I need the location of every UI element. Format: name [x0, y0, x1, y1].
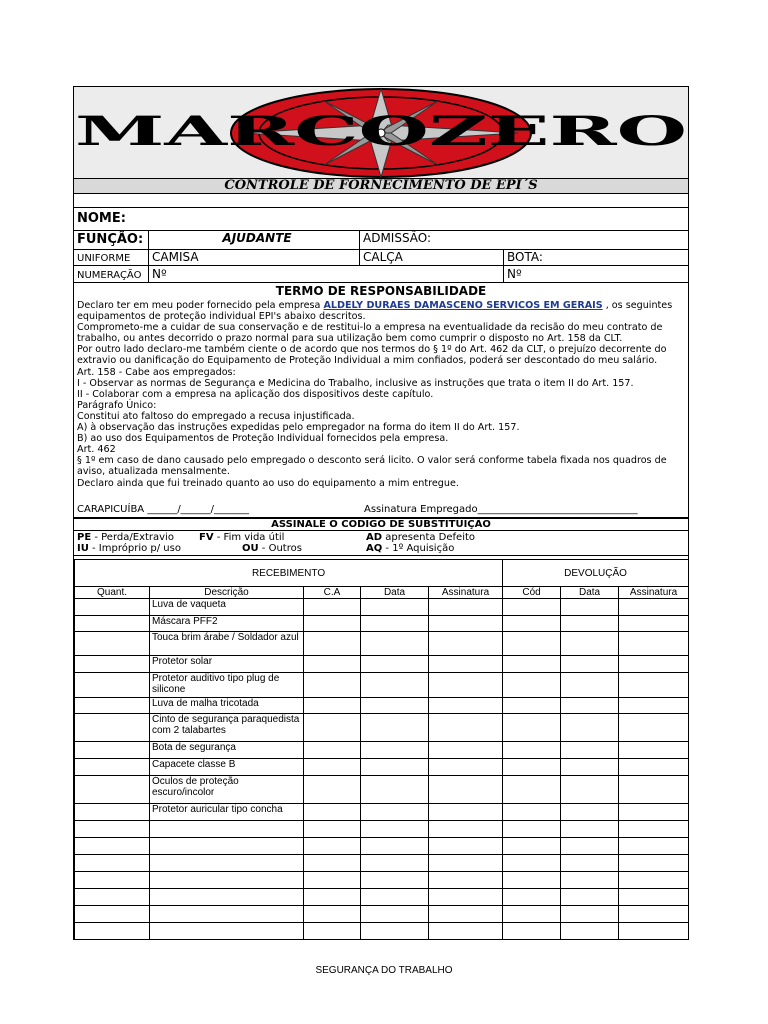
item-description[interactable]: Bota de segurança [150, 742, 304, 759]
table-row [75, 616, 689, 632]
quant-cell[interactable] [75, 616, 150, 632]
ca-cell[interactable] [304, 821, 361, 838]
assinatura-devolucao-cell[interactable] [619, 673, 689, 698]
data-devolucao-cell[interactable] [561, 872, 619, 889]
assinatura-devolucao-cell[interactable] [619, 889, 689, 906]
cod-cell[interactable] [503, 742, 561, 759]
col-data: Data [361, 587, 429, 599]
data-cell[interactable] [361, 673, 429, 698]
quant-cell[interactable] [75, 872, 150, 889]
assinatura-cell[interactable] [429, 656, 503, 673]
assinatura-cell[interactable] [429, 616, 503, 632]
data-cell[interactable] [361, 632, 429, 656]
data-devolucao-cell[interactable] [561, 906, 619, 923]
funcao-label: FUNÇÃO: [77, 232, 144, 247]
compass-rose-logo [74, 87, 688, 178]
assinatura-cell[interactable] [429, 632, 503, 656]
data-cell[interactable] [361, 872, 429, 889]
item-description[interactable] [150, 889, 304, 906]
quant-cell[interactable] [75, 838, 150, 855]
calca-field[interactable]: CALÇA [359, 250, 503, 265]
camisa-field[interactable]: CAMISA [148, 250, 362, 265]
cod-cell[interactable] [503, 759, 561, 776]
assinatura-devolucao-cell[interactable] [619, 698, 689, 714]
ca-cell[interactable] [304, 838, 361, 855]
responsibility-term [74, 283, 688, 503]
numeracao-camisa-field[interactable]: Nº [148, 266, 503, 282]
quant-cell[interactable] [75, 821, 150, 838]
assinatura-cell[interactable] [429, 923, 503, 940]
col-assinatura: Assinatura [429, 587, 503, 599]
data-cell[interactable] [361, 599, 429, 616]
data-cell[interactable] [361, 855, 429, 872]
ca-cell[interactable] [304, 889, 361, 906]
table-row [75, 599, 689, 616]
term-paragraph: Por outro lado declaro-me também ciente o de acordo que nos termos do § 1º do Art. 462 da CLT, o prejuízo decorrente do extravio ou danificação do Equipamento de Proteção Individual a mim confiados, poderá ser descontado do meu salário. [77, 344, 667, 367]
table-row [75, 872, 689, 889]
table-row [75, 759, 689, 776]
cod-cell[interactable] [503, 821, 561, 838]
table-group-header [75, 560, 689, 587]
quant-cell[interactable] [75, 776, 150, 804]
cod-cell[interactable] [503, 776, 561, 804]
quant-cell[interactable] [75, 923, 150, 940]
assinatura-cell[interactable] [429, 698, 503, 714]
cod-cell[interactable] [503, 616, 561, 632]
assinatura-cell[interactable] [429, 714, 503, 742]
data-cell[interactable] [361, 742, 429, 759]
table-row [75, 714, 689, 742]
table-row [75, 889, 689, 906]
item-description[interactable] [150, 923, 304, 940]
cod-cell[interactable] [503, 599, 561, 616]
item-description[interactable] [150, 872, 304, 889]
substitution-codes [74, 531, 688, 556]
col-quant: Quant. [75, 587, 150, 599]
item-description[interactable]: Protetor auditivo tipo plug de silicone [150, 673, 304, 698]
data-cell[interactable] [361, 616, 429, 632]
ca-cell[interactable] [304, 599, 361, 616]
item-description[interactable] [150, 906, 304, 923]
item-description[interactable]: Máscara PFF2 [150, 616, 304, 632]
table-row [75, 673, 689, 698]
table-row [75, 838, 689, 855]
assinatura-devolucao-cell[interactable] [619, 906, 689, 923]
assinatura-devolucao-cell[interactable] [619, 599, 689, 616]
assinatura-cell[interactable] [429, 804, 503, 821]
data-devolucao-cell[interactable] [561, 838, 619, 855]
uniforme-row [74, 250, 688, 266]
cod-cell[interactable] [503, 673, 561, 698]
ca-cell[interactable] [304, 759, 361, 776]
term-paragraph: Constitui ato faltoso do empregado a recusa injustificada. [77, 410, 355, 422]
term-intro: Declaro ter em meu poder fornecido pela empresa ALDELY DURAES DAMASCENO SERVICOS EM GERAIS , os seguintes equipamentos de proteção individual EPI's abaixo descritos. [77, 300, 673, 323]
quant-cell[interactable] [75, 855, 150, 872]
term-paragraph: Parágrafo Único: [77, 399, 157, 411]
data-devolucao-cell[interactable] [561, 889, 619, 906]
table-row [75, 906, 689, 923]
data-devolucao-cell[interactable] [561, 673, 619, 698]
term-paragraph: Declaro ainda que fui treinado quanto ao uso do equipamento a mim entregue. [77, 477, 459, 489]
item-description[interactable]: Protetor solar [150, 656, 304, 673]
table-row [75, 656, 689, 673]
data-devolucao-cell[interactable] [561, 698, 619, 714]
item-description[interactable]: Cinto de segurança paraquedista com 2 talabartes [150, 714, 304, 742]
code-ou: OU - Outros [242, 543, 302, 554]
spacer-row [74, 194, 688, 208]
quant-cell[interactable] [75, 632, 150, 656]
data-devolucao-cell[interactable] [561, 742, 619, 759]
cod-cell[interactable] [503, 656, 561, 673]
assinatura-cell[interactable] [429, 906, 503, 923]
assinatura-devolucao-cell[interactable] [619, 923, 689, 940]
data-cell[interactable] [361, 776, 429, 804]
code-aq: AQ - 1º Aquisição [366, 543, 455, 554]
col-assinatura-devolucao: Assinatura [619, 587, 689, 599]
data-devolucao-cell[interactable] [561, 855, 619, 872]
ca-cell[interactable] [304, 714, 361, 742]
item-description[interactable] [150, 855, 304, 872]
data-cell[interactable] [361, 889, 429, 906]
assinatura-cell[interactable] [429, 889, 503, 906]
place-date-field[interactable]: CARAPICUÍBA ______/______/_______ [77, 504, 250, 515]
funcao-value[interactable]: AJUDANTE [148, 231, 362, 249]
data-devolucao-cell[interactable] [561, 632, 619, 656]
nome-row [74, 208, 688, 231]
table-row [75, 821, 689, 838]
data-cell[interactable] [361, 656, 429, 673]
recebimento-header: RECEBIMENTO [75, 560, 503, 587]
data-cell[interactable] [361, 821, 429, 838]
cod-cell[interactable] [503, 889, 561, 906]
assinatura-devolucao-cell[interactable] [619, 838, 689, 855]
ca-cell[interactable] [304, 616, 361, 632]
assinatura-devolucao-cell[interactable] [619, 776, 689, 804]
term-paragraph: II - Colaborar com a empresa na aplicação dos dispositivos deste capítulo. [77, 388, 434, 400]
data-cell[interactable] [361, 838, 429, 855]
table-row [75, 698, 689, 714]
ca-cell[interactable] [304, 906, 361, 923]
employee-signature-field[interactable]: Assinatura Empregado________________________________ [364, 504, 638, 515]
assinatura-devolucao-cell[interactable] [619, 632, 689, 656]
cod-cell[interactable] [503, 714, 561, 742]
term-paragraph: Art. 158 - Cabe aos empregados: [77, 366, 236, 378]
quant-cell[interactable] [75, 714, 150, 742]
term-paragraph: A) à observação das instruções expedidas pelo empregador na forma do item II do Art. 157. [77, 422, 520, 434]
data-devolucao-cell[interactable] [561, 759, 619, 776]
data-devolucao-cell[interactable] [561, 656, 619, 673]
item-description[interactable] [150, 838, 304, 855]
assinatura-cell[interactable] [429, 821, 503, 838]
numeracao-row [74, 266, 688, 283]
cod-cell[interactable] [503, 698, 561, 714]
term-paragraph: B) ao uso dos Equipamentos de Proteção Individual fornecidos pela empresa. [77, 433, 449, 445]
assinatura-cell[interactable] [429, 599, 503, 616]
table-row [75, 742, 689, 759]
ca-cell[interactable] [304, 923, 361, 940]
table-row [75, 855, 689, 872]
data-cell[interactable] [361, 698, 429, 714]
assinatura-devolucao-cell[interactable] [619, 804, 689, 821]
quant-cell[interactable] [75, 889, 150, 906]
data-devolucao-cell[interactable] [561, 714, 619, 742]
data-devolucao-cell[interactable] [561, 804, 619, 821]
data-devolucao-cell[interactable] [561, 599, 619, 616]
cod-cell[interactable] [503, 872, 561, 889]
table-row [75, 804, 689, 821]
ca-cell[interactable] [304, 872, 361, 889]
item-description[interactable]: Touca brim árabe / Soldador azul [150, 632, 304, 656]
ca-cell[interactable] [304, 632, 361, 656]
numeracao-label: NUMERAÇÃO [77, 270, 142, 281]
col-data-devolucao: Data [561, 587, 619, 599]
code-ad: AD apresenta Defeito [366, 532, 476, 543]
assinatura-devolucao-cell[interactable] [619, 714, 689, 742]
term-paragraph: § 1º em caso de dano causado pelo empregado o desconto será licito. O valor será conforme tabela fixada nos quadros de aviso, atualizada mensalmente. [77, 455, 667, 478]
quant-cell[interactable] [75, 673, 150, 698]
data-cell[interactable] [361, 759, 429, 776]
data-devolucao-cell[interactable] [561, 616, 619, 632]
quant-cell[interactable] [75, 906, 150, 923]
nome-label: NOME: [77, 211, 126, 226]
ca-cell[interactable] [304, 776, 361, 804]
data-cell[interactable] [361, 923, 429, 940]
bota-field[interactable]: BOTA: [503, 250, 685, 265]
form-title: CONTROLE DE FORNECIMENTO DE EPI´S [74, 178, 688, 194]
epi-form [73, 86, 689, 940]
quant-cell[interactable] [75, 656, 150, 673]
ca-cell[interactable] [304, 804, 361, 821]
table-row [75, 632, 689, 656]
cod-cell[interactable] [503, 855, 561, 872]
company-logo [74, 86, 688, 178]
item-description[interactable]: Óculos de proteção escuro/incolor [150, 776, 304, 804]
uniforme-label: UNIFORME [77, 253, 131, 264]
logo-text: MARCOZERO [75, 108, 687, 155]
item-description[interactable]: Protetor auricular tipo concha [150, 804, 304, 821]
ca-cell[interactable] [304, 698, 361, 714]
code-pe: PE - Perda/Extravio [77, 532, 174, 543]
cod-cell[interactable] [503, 906, 561, 923]
assinatura-cell[interactable] [429, 855, 503, 872]
cod-cell[interactable] [503, 923, 561, 940]
ca-cell[interactable] [304, 855, 361, 872]
table-row [75, 776, 689, 804]
admissao-label[interactable]: ADMISSÃO: [359, 231, 685, 249]
assinatura-cell[interactable] [429, 673, 503, 698]
quant-cell[interactable] [75, 759, 150, 776]
data-devolucao-cell[interactable] [561, 776, 619, 804]
ca-cell[interactable] [304, 656, 361, 673]
assinatura-devolucao-cell[interactable] [619, 656, 689, 673]
data-cell[interactable] [361, 804, 429, 821]
assinatura-devolucao-cell[interactable] [619, 821, 689, 838]
epi-table [74, 559, 689, 940]
data-devolucao-cell[interactable] [561, 923, 619, 940]
term-paragraph: Art. 462 [77, 444, 116, 456]
cod-cell[interactable] [503, 804, 561, 821]
funcao-row [74, 231, 688, 250]
assinatura-cell[interactable] [429, 759, 503, 776]
code-iu: IU - Impróprio p/ uso [77, 543, 181, 554]
term-paragraph: I - Observar as normas de Segurança e Medicina do Trabalho, inclusive as instruções que trata o item II do Art. 157. [77, 377, 634, 389]
data-cell[interactable] [361, 714, 429, 742]
substitution-title: ASSINALE O CÓDIGO DE SUBSTITUIÇÃO [74, 519, 688, 531]
data-cell[interactable] [361, 906, 429, 923]
cod-cell[interactable] [503, 838, 561, 855]
term-paragraph: Comprometo-me a cuidar de sua conservação e de restitui-lo a empresa na eventualidade da recisão do meu contrato de trabalho, ou antes decorrido o prazo normal para sua utilização bem como cumprir o disposto no Art. 158 da CLT. [77, 322, 663, 345]
assinatura-devolucao-cell[interactable] [619, 872, 689, 889]
assinatura-devolucao-cell[interactable] [619, 855, 689, 872]
ca-cell[interactable] [304, 742, 361, 759]
term-title: TERMO DE RESPONSABILIDADE [275, 284, 487, 298]
assinatura-devolucao-cell[interactable] [619, 616, 689, 632]
item-rows [75, 599, 689, 940]
item-description[interactable]: Luva de vaqueta [150, 599, 304, 616]
assinatura-cell[interactable] [429, 872, 503, 889]
col-cod: Cód [503, 587, 561, 599]
col-ca: C.A [304, 587, 361, 599]
quant-cell[interactable] [75, 599, 150, 616]
assinatura-devolucao-cell[interactable] [619, 742, 689, 759]
quant-cell[interactable] [75, 804, 150, 821]
footer-text: SEGURANÇA DO TRABALHO [315, 965, 453, 976]
assinatura-devolucao-cell[interactable] [619, 759, 689, 776]
quant-cell[interactable] [75, 742, 150, 759]
signature-row [74, 503, 688, 519]
table-row [75, 923, 689, 940]
assinatura-cell[interactable] [429, 838, 503, 855]
table-column-header [75, 587, 689, 599]
item-description[interactable]: Capacete classe B [150, 759, 304, 776]
quant-cell[interactable] [75, 698, 150, 714]
code-fv: FV - Fim vida útil [199, 532, 285, 543]
col-descricao: Descrição [150, 587, 304, 599]
company-name: ALDELY DURAES DAMASCENO SERVICOS EM GERAIS [323, 300, 603, 311]
assinatura-cell[interactable] [429, 742, 503, 759]
cod-cell[interactable] [503, 632, 561, 656]
item-description[interactable]: Luva de malha tricotada [150, 698, 304, 714]
numeracao-bota-field[interactable]: Nº [503, 266, 685, 282]
data-devolucao-cell[interactable] [561, 821, 619, 838]
assinatura-cell[interactable] [429, 776, 503, 804]
item-description[interactable] [150, 821, 304, 838]
ca-cell[interactable] [304, 673, 361, 698]
devolucao-header: DEVOLUÇÃO [503, 560, 689, 587]
